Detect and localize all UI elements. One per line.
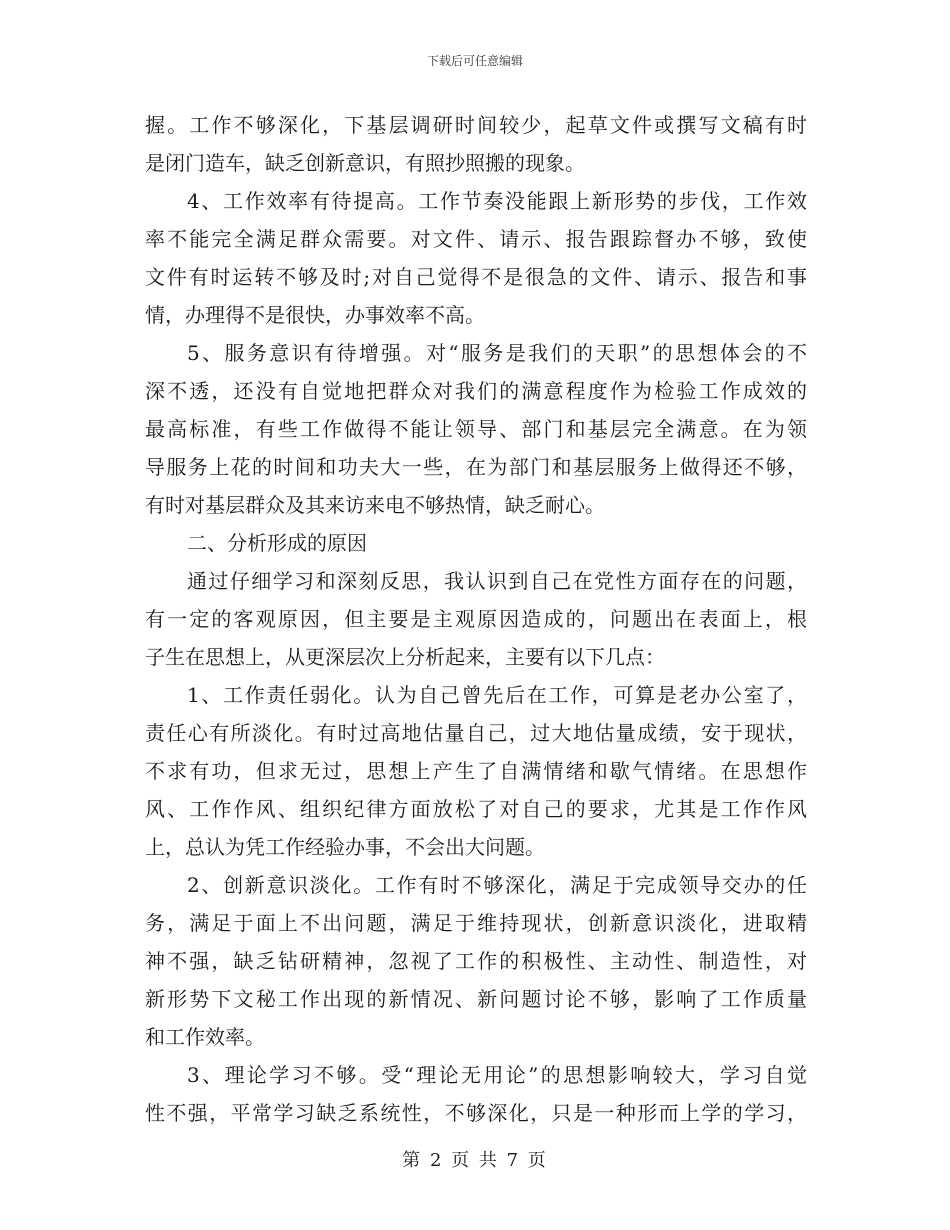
text-line: 务，满足于面上不出问题，满足于维持现状，创新意识淡化，进取精	[145, 911, 807, 935]
text-line: 二、分析形成的原因	[187, 531, 367, 555]
page-header: 下载后可任意编辑	[426, 54, 523, 68]
text-line: 有一定的客观原因，但主要是主观原因造成的，问题出在表面上，根	[145, 607, 807, 631]
text-line: 神不强，缺乏钻研精神，忽视了工作的积极性、主动性、制造性，对	[145, 949, 807, 973]
text-line: 握。工作不够深化，下基层调研时间较少，起草文件或撰写文稿有时	[145, 113, 807, 137]
text-line: 责任心有所淡化。有时过高地估量自己，过大地估量成绩，安于现状，	[145, 721, 807, 745]
text-line: 文件有时运转不够及时;对自己觉得不是很急的文件、请示、报告和事	[145, 265, 807, 289]
text-line: 4、工作效率有待提高。工作节奏没能跟上新形势的步伐，工作效	[187, 189, 807, 213]
text-line: 2、创新意识淡化。工作有时不够深化，满足于完成领导交办的任	[187, 873, 807, 897]
text-line: 子生在思想上，从更深层次上分析起来，主要有以下几点：	[145, 645, 665, 669]
text-line: 风、工作作风、组织纪律方面放松了对自己的要求，尤其是工作作风	[145, 797, 807, 821]
text-line: 率不能完全满足群众需要。对文件、请示、报告跟踪督办不够，致使	[145, 227, 807, 251]
text-line: 5、服务意识有待增强。对“服务是我们的天职”的思想体会的不	[187, 341, 807, 365]
text-line: 导服务上花的时间和功夫大一些，在为部门和基层服务上做得还不够，	[145, 455, 807, 479]
text-line: 情，办理得不是很快，办事效率不高。	[145, 303, 485, 327]
text-line: 有时对基层群众及其来访来电不够热情，缺乏耐心。	[145, 493, 605, 517]
text-line: 通过仔细学习和深刻反思，我认识到自己在党性方面存在的问题，	[187, 569, 807, 593]
text-line: 不求有功，但求无过，思想上产生了自满情绪和歇气情绪。在思想作	[145, 759, 807, 783]
text-line: 深不透，还没有自觉地把群众对我们的满意程度作为检验工作成效的	[145, 379, 807, 403]
text-line: 3、理论学习不够。受“理论无用论”的思想影响较大，学习自觉	[187, 1063, 807, 1087]
text-line: 最高标准，有些工作做得不能让领导、部门和基层完全满意。在为领	[145, 417, 807, 441]
text-line: 是闭门造车，缺乏创新意识，有照抄照搬的现象。	[145, 151, 585, 175]
document-body	[145, 106, 807, 1132]
text-line: 新形势下文秘工作出现的新情况、新问题讨论不够，影响了工作质量	[145, 987, 807, 1011]
text-line: 和工作效率。	[145, 1025, 265, 1049]
text-line: 1、工作责任弱化。认为自己曾先后在工作，可算是老办公室了，	[187, 683, 807, 707]
text-line: 性不强，平常学习缺乏系统性，不够深化，只是一种形而上学的学习，	[145, 1101, 807, 1125]
text-line: 上，总认为凭工作经验办事，不会出大问题。	[145, 835, 545, 859]
page-number: 第 2 页 共 7 页	[402, 1150, 548, 1171]
